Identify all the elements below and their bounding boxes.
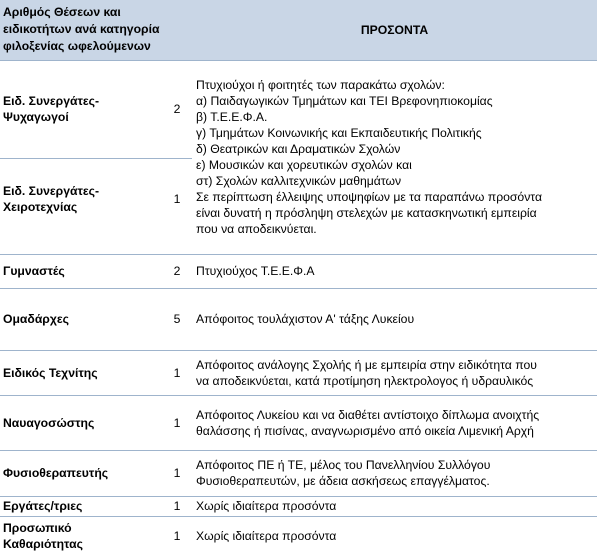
- count-value: 1: [173, 191, 181, 206]
- header-role-column: [0, 0, 192, 60]
- qualifications-cell: [192, 450, 597, 496]
- role-cell: [0, 158, 162, 254]
- qualification-line: ε) Μουσικών και χορευτικών σχολών και: [196, 158, 412, 172]
- role-cell: [0, 60, 162, 158]
- count-cell: [162, 158, 192, 254]
- qualification-line: Φυσιοθεραπευτών, με άδεια ασκήσεως επαγγέλματος.: [196, 474, 490, 488]
- qualification-line: θαλάσσης ή πισίνας, αναγνωρισμένο από οικεία Λιμενική Αρχή: [196, 423, 534, 438]
- qualification-line: Σε περίπτωση έλλειψης υποψηφίων με τα παραπάνω προσόντα: [196, 190, 542, 204]
- count-cell: 2: [162, 254, 192, 288]
- qualification-line: που να αποδεικνύεται.: [196, 222, 317, 236]
- count-cell: 1: [162, 350, 192, 395]
- role-cell: Φυσιοθεραπευτής: [0, 450, 162, 496]
- qualification-line: στ) Σχολών καλλιτεχνικών μαθημάτων: [196, 174, 402, 188]
- qualification-line: Πτυχιούχοι ή φοιτητές των παρακάτω σχολών:: [196, 78, 445, 92]
- qualification-line: Απόφοιτος ΠΕ ή ΤΕ, μέλος του Πανελληνίου Συλλόγου: [196, 458, 491, 472]
- table-row: [0, 60, 597, 158]
- header-role-line: Αριθμός Θέσεων και: [3, 5, 121, 20]
- qualifications-cell: [192, 60, 597, 254]
- qualifications-cell: Απόφοιτος τουλάχιστον Α' τάξης Λυκείου: [192, 288, 597, 350]
- table-row: [0, 496, 597, 516]
- count-cell: 1: [162, 450, 192, 496]
- role-label: Ψυχαγωγοί: [3, 110, 69, 124]
- role-label: Καθαριότητας: [3, 537, 83, 552]
- header-qualifications-column: ΠΡΟΣΟΝΤΑ: [192, 0, 597, 60]
- qualifications-cell: Πτυχιούχος Τ.Ε.Ε.Φ.Α: [192, 254, 597, 288]
- count-cell: 1: [173, 529, 181, 544]
- qualifications-cell: Χωρίς ιδιαίτερα προσόντα: [196, 529, 337, 544]
- qualification-line: να αποδεικνύεται, κατά προτίμηση ηλεκτρολογος ή υδραυλικός: [196, 373, 534, 388]
- qualifications-cell: [192, 350, 597, 395]
- role-label: Ειδ. Συνεργάτες-: [3, 183, 100, 198]
- qualification-line: β) Τ.Ε.Ε.Φ.Α.: [196, 110, 268, 124]
- count-cell: 2: [162, 60, 192, 158]
- qualification-line: γ) Τμημάτων Κοινωνικής και Εκπαιδευτικής Πολιτικής: [196, 126, 482, 140]
- qualification-line: είναι δυνατή η πρόσληψη στελεχών με κατασκηνωτική εμπειρία: [196, 206, 537, 220]
- role-cell: Γυμναστές: [0, 254, 162, 288]
- table-row: [0, 288, 597, 350]
- count-cell: 1: [162, 395, 192, 450]
- role-cell: Ομαδάρχες: [0, 288, 162, 350]
- table-row: [0, 395, 597, 450]
- table-row: [0, 450, 597, 496]
- role-cell: Ειδικός Τεχνίτης: [0, 350, 162, 395]
- role-label: Προσωπικό: [3, 521, 72, 536]
- role-cell: Εργάτες/τριες: [0, 496, 162, 516]
- table-row: [0, 254, 597, 288]
- qualifications-cell: Χωρίς ιδιαίτερα προσόντα: [192, 496, 597, 516]
- qualification-line: Απόφοιτος Λυκείου και να διαθέτει αντίστοιχο δίπλωμα ανοιχτής: [196, 407, 540, 422]
- qualification-line: α) Παιδαγωγικών Τμημάτων και ΤΕΙ Βρεφονηπιοκομίας: [196, 94, 493, 108]
- count-cell: 1: [162, 496, 192, 516]
- role-cell: [0, 516, 162, 556]
- header-row: [0, 0, 597, 60]
- qualification-line: Απόφοιτος ανάλογης Σχολής ή με εμπειρία στην ειδικότητα που: [196, 357, 537, 372]
- count-cell: 5: [162, 288, 192, 350]
- header-role-line: ειδικοτήτων ανά κατηγορία: [3, 22, 160, 37]
- qualification-line: δ) Θεατρικών και Δραματικών Σχολών: [196, 142, 401, 156]
- table-row: [0, 516, 597, 556]
- header-role-line: φιλοξενίας ωφελούμενων: [3, 39, 151, 54]
- role-label: Ειδ. Συνεργάτες-: [3, 94, 100, 108]
- role-label: Χειροτεχνίας: [3, 199, 78, 214]
- table-row: [0, 350, 597, 395]
- role-cell: Ναυαγοσώστης: [0, 395, 162, 450]
- qualifications-cell: [192, 395, 597, 450]
